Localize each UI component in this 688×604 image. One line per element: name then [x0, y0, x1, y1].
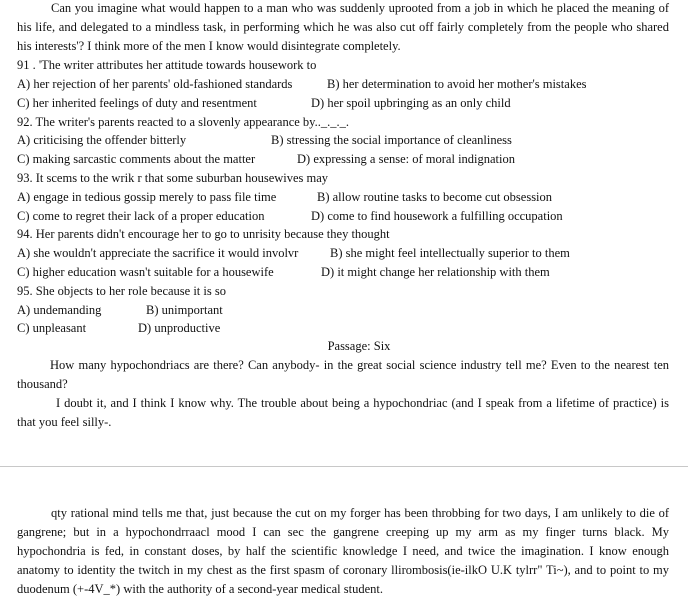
option-b: B) allow routine tasks to become cut obsession [317, 190, 553, 204]
option-c: C) come to regret their lack of a proper education [17, 209, 265, 223]
page2-line-4: anatomy to identity the twitch in my chest as the first spasm of coronary llirombosis(ie-ilkO U.K tylrr" Ti~), and to point to my [17, 563, 669, 577]
option-c: C) her inherited feelings of duty and resentment [17, 96, 257, 110]
option-c: C) unpleasant [17, 321, 87, 335]
passage-six-p2-line-1: I doubt it, and I think I know why. The trouble about being a hypochondriac (and I speak from a lifetime of practice) is [56, 396, 669, 410]
intro-line-3: his interests'? I think more of the men I know would disintegrate completely. [17, 39, 401, 53]
passage-heading: Passage: Six [327, 339, 391, 353]
page-divider [0, 466, 688, 467]
option-a: A) undemanding [17, 303, 102, 317]
page2-line-5: duodenum (+-4V_*) with the authority of a second-year medical student. [17, 582, 383, 596]
passage-six-p2-line-2: that you feel silly-. [17, 415, 112, 429]
passage-six-p1-line-1: How many hypochondriacs are there? Can anybody- in the great social science industry tell me? Even to the nearest ten [50, 358, 669, 372]
option-a: A) engage in tedious gossip merely to pass file time [17, 190, 277, 204]
page2-line-2: gangrene; but in a hypochondrraacl mood I can sec the gangrene creeping up my arm as my finger turns black. My [17, 525, 669, 539]
option-a: A) she wouldn't appreciate the sacrifice it would involvr [17, 246, 299, 260]
option-d: D) it might change her relationship with them [321, 265, 550, 279]
option-d: D) unproductive [138, 321, 221, 335]
question-stem: 92. The writer's parents reacted to a slovenly appearance by.._._._. [17, 115, 349, 129]
option-a: A) criticising the offender bitterly [17, 133, 187, 147]
option-c: C) higher education wasn't suitable for a housewife [17, 265, 274, 279]
page2-line-1: qty rational mind tells me that, just because the cut on my forger has been throbbing for two days, I am unlikely to die of [51, 506, 669, 520]
option-d: D) come to find housework a fulfilling occupation [311, 209, 563, 223]
question-stem: 95. She objects to her role because it is so [17, 284, 226, 298]
option-b: B) unimportant [146, 303, 223, 317]
question-stem: 93. It scems to the wrik r that some suburban housewives may [17, 171, 329, 185]
option-b: B) she might feel intellectually superior to them [330, 246, 570, 260]
question-stem: 91 . 'The writer attributes her attitude towards housework to [17, 58, 317, 72]
option-c: C) making sarcastic comments about the matter [17, 152, 256, 166]
intro-line-1: Can you imagine what would happen to a man who was suddenly uprooted from a job in which he placed the meaning of [51, 1, 669, 15]
question-stem: 94. Her parents didn't encourage her to go to unrisity because they thought [17, 227, 390, 241]
option-b: B) stressing the social importance of cleanliness [271, 133, 512, 147]
option-d: D) expressing a sense: of moral indignation [297, 152, 516, 166]
option-b: B) her determination to avoid her mother's mistakes [327, 77, 587, 91]
option-a: A) her rejection of her parents' old-fashioned standards [17, 77, 293, 91]
option-d: D) her spoil upbringing as an only child [311, 96, 511, 110]
passage-six-p1-line-2: thousand? [17, 377, 68, 391]
intro-line-2: his life, and delegated to a mindless task, in performing which he was also cut off fairly completely from the people who shared [17, 20, 669, 34]
page2-line-3: hypochondria is fed, in constant doses, by half the scientific knowledge I need, and twice the imagination. I know enough [17, 544, 669, 558]
